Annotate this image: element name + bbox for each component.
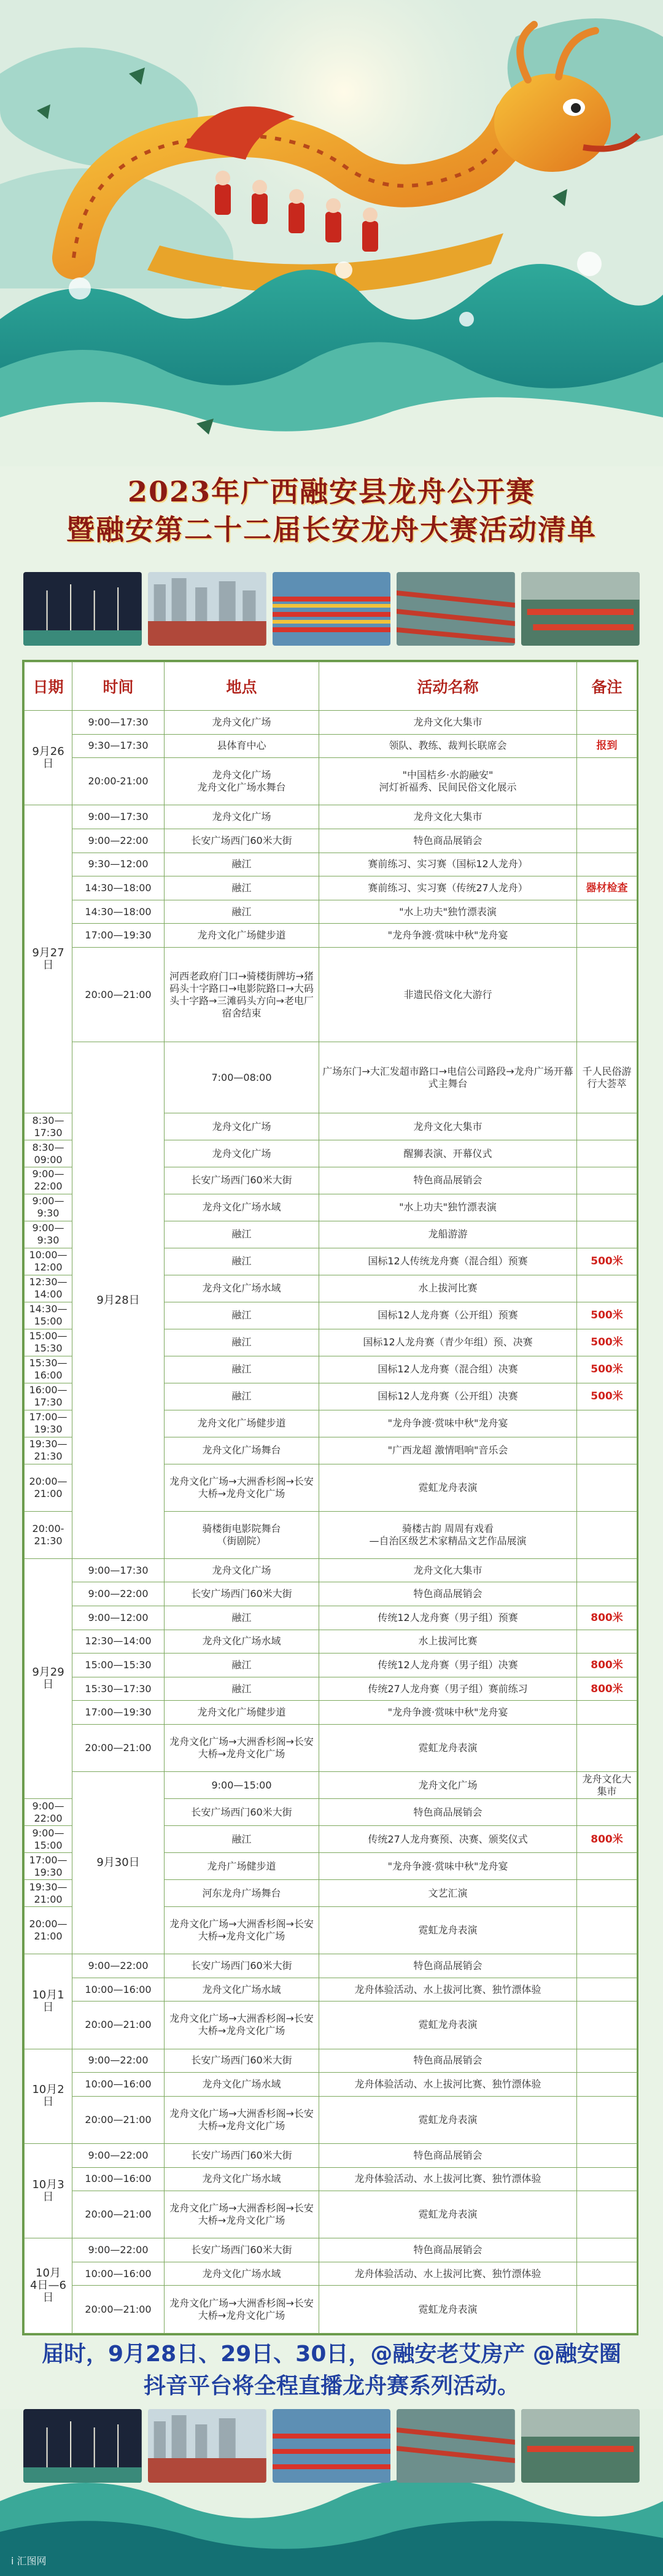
activity-cell: 特色商品展销会 — [319, 829, 577, 853]
table-row — [25, 924, 637, 948]
time-cell: 9:30—17:30 — [72, 734, 165, 758]
place-cell: 长安广场西门60米大街 — [165, 1954, 319, 1978]
title-line-2: 暨融安第二十二届长安龙舟大赛活动清单 — [66, 513, 597, 546]
note-cell — [577, 1906, 637, 1954]
place-cell: 融江 — [165, 1677, 319, 1701]
activity-cell: "龙舟争渡·赏味中秋"龙舟宴 — [319, 1410, 577, 1437]
place-cell: 龙舟文化广场 — [165, 1558, 319, 1582]
note-cell: 器材检查 — [577, 876, 637, 900]
place-cell: 长安广场西门60米大街 — [165, 2049, 319, 2073]
place-cell: 龙舟文化广场→大洲香杉阁→长安大桥→龙舟文化广场 — [165, 1906, 319, 1954]
note-cell: 800米 — [577, 1654, 637, 1677]
note-cell — [577, 1799, 637, 1826]
time-cell: 14:30—18:00 — [72, 900, 165, 924]
place-cell: 长安广场西门60米大街 — [165, 829, 319, 853]
table-row — [25, 2143, 637, 2167]
activity-cell: 非遗民俗文化大游行 — [319, 947, 577, 1042]
activity-cell: "水上功夫"独竹漂表演 — [319, 1194, 577, 1221]
place-cell: 龙舟文化广场水域 — [165, 2262, 319, 2286]
note-cell — [577, 1437, 637, 1464]
activity-cell: 传统27人龙舟赛预、决赛、颁奖仪式 — [319, 1826, 577, 1853]
place-cell: 龙舟文化广场→大洲香杉阁→长安大桥→龙舟文化广场 — [165, 2191, 319, 2238]
note-cell: 800米 — [577, 1826, 637, 1853]
title-line-1: 2023年广西融安县龙舟公开赛 — [127, 475, 536, 508]
note-cell — [577, 1140, 637, 1167]
place-cell: 龙舟文化广场水域 — [165, 1275, 319, 1302]
table-row — [25, 1701, 637, 1725]
place-cell: 河东龙舟广场舞台 — [165, 1880, 319, 1907]
activity-cell: 特色商品展销会 — [319, 2143, 577, 2167]
bottom-city-photo — [148, 2409, 266, 2483]
place-cell: 龙舟文化广场 — [319, 1772, 577, 1799]
activity-cell: 国标12人龙舟赛（青少年组）预、决赛 — [319, 1329, 577, 1356]
schedule-body — [25, 711, 637, 2334]
time-cell: 16:00—17:30 — [25, 1383, 72, 1410]
table-row — [25, 1772, 637, 1799]
note-cell: 800米 — [577, 1677, 637, 1701]
note-cell — [577, 1582, 637, 1606]
place-cell: 龙舟文化广场水域 — [165, 2167, 319, 2191]
time-cell: 9:00—22:00 — [72, 1582, 165, 1606]
table-row — [25, 2191, 637, 2238]
note-cell — [577, 2238, 637, 2262]
live-stream-notice — [0, 2338, 663, 2402]
time-cell: 9:00—22:00 — [25, 1799, 72, 1826]
place-cell: 龙舟文化广场健步道 — [165, 1701, 319, 1725]
activity-cell: 霓虹龙舟表演 — [319, 1464, 577, 1511]
table-row — [25, 1725, 637, 1772]
time-cell: 10:00—16:00 — [72, 2262, 165, 2286]
note-cell: 500米 — [577, 1329, 637, 1356]
activity-cell: 特色商品展销会 — [319, 1167, 577, 1194]
time-cell: 9:00—15:00 — [165, 1772, 319, 1799]
schedule-table — [24, 662, 637, 2334]
note-cell — [577, 1275, 637, 1302]
note-cell: 500米 — [577, 1356, 637, 1383]
time-cell: 20:00-21:00 — [72, 758, 165, 805]
activity-cell: 龙舟文化大集市 — [319, 1113, 577, 1140]
place-cell: 融江 — [165, 1606, 319, 1630]
activity-cell: "广西龙超 激情唱响"音乐会 — [319, 1437, 577, 1464]
note-cell — [577, 1221, 637, 1248]
activity-cell: 霓虹龙舟表演 — [319, 2002, 577, 2049]
header-place: 地点 — [165, 662, 319, 711]
activity-cell: 国标12人传统龙舟赛（混合组）预赛 — [319, 1248, 577, 1275]
place-cell: 龙舟文化广场→大洲香杉阁→长安大桥→龙舟文化广场 — [165, 2096, 319, 2143]
activity-cell: 领队、教练、裁判长联席会 — [319, 734, 577, 758]
note-cell — [577, 900, 637, 924]
activity-cell: 水上拔河比赛 — [319, 1630, 577, 1654]
place-cell: 融江 — [165, 1356, 319, 1383]
activity-cell: 霓虹龙舟表演 — [319, 1906, 577, 1954]
time-cell: 20:00—21:00 — [72, 2096, 165, 2143]
time-cell: 15:00—15:30 — [72, 1654, 165, 1677]
table-row — [25, 947, 637, 1042]
activity-cell: 龙舟体验活动、水上拔河比赛、独竹漂体验 — [319, 2167, 577, 2191]
activity-cell: 龙舟文化大集市 — [319, 805, 577, 829]
table-row — [25, 734, 637, 758]
fireworks-photo — [23, 572, 142, 646]
note-cell: 500米 — [577, 1248, 637, 1275]
table-row — [25, 853, 637, 876]
table-row — [25, 2073, 637, 2097]
note-cell — [577, 1853, 637, 1880]
activity-cell: 国标12人龙舟赛（公开组）预赛 — [319, 1302, 577, 1329]
time-cell: 9:00—9:30 — [25, 1194, 72, 1221]
activity-cell: 醒狮表演、开幕仪式 — [319, 1140, 577, 1167]
note-cell: 500米 — [577, 1383, 637, 1410]
activity-cell: 国标12人龙舟赛（混合组）决赛 — [319, 1356, 577, 1383]
place-cell: 长安广场西门60米大街 — [165, 1582, 319, 1606]
activity-cell: 龙舟文化大集市 — [319, 711, 577, 735]
header-note: 备注 — [577, 662, 637, 711]
time-cell: 9:30—12:00 — [72, 853, 165, 876]
note-cell — [577, 2167, 637, 2191]
place-cell: 龙舟文化广场→大洲香杉阁→长安大桥→龙舟文化广场 — [165, 1464, 319, 1511]
note-cell — [577, 1194, 637, 1221]
note-cell — [577, 1701, 637, 1725]
boats-photo — [273, 572, 391, 646]
table-row — [25, 805, 637, 829]
time-cell: 9:00—17:30 — [72, 711, 165, 735]
note-cell — [577, 1511, 637, 1558]
place-cell: 融江 — [165, 1302, 319, 1329]
table-row — [25, 876, 637, 900]
place-cell: 龙舟文化广场健步道 — [165, 924, 319, 948]
time-cell: 10:00—16:00 — [72, 2167, 165, 2191]
table-row — [25, 1978, 637, 2002]
activity-cell: 龙舟体验活动、水上拔河比赛、独竹漂体验 — [319, 2262, 577, 2286]
table-row — [25, 1606, 637, 1630]
place-cell: 河西老政府门口→骑楼街牌坊→猪码头十字路口→电影院路口→大码头十字路→三滩码头方向→老电厂宿舍结束 — [165, 947, 319, 1042]
activity-cell: 传统27人龙舟赛（男子组）赛前练习 — [319, 1677, 577, 1701]
time-cell: 17:00—19:30 — [72, 1701, 165, 1725]
place-cell: 长安广场西门60米大街 — [165, 1167, 319, 1194]
place-cell: 龙舟文化广场水域 — [165, 1978, 319, 2002]
activity-cell: 水上拔河比赛 — [319, 1275, 577, 1302]
place-cell: 龙舟文化广场 — [165, 711, 319, 735]
time-cell: 20:00—21:00 — [72, 2191, 165, 2238]
activity-cell: "龙舟争渡·赏味中秋"龙舟宴 — [319, 1701, 577, 1725]
date-cell: 9月26日 — [25, 711, 72, 805]
date-cell: 10月2日 — [25, 2049, 72, 2143]
note-cell — [577, 711, 637, 735]
note-cell — [577, 1630, 637, 1654]
note-cell — [577, 2049, 637, 2073]
place-cell: 融江 — [165, 900, 319, 924]
activity-cell: 国标12人龙舟赛（公开组）决赛 — [319, 1383, 577, 1410]
date-cell: 10月 4日—6日 — [25, 2238, 72, 2334]
note-cell — [577, 1113, 637, 1140]
place-cell: 龙舟文化广场 龙舟文化广场水舞台 — [165, 758, 319, 805]
time-cell: 15:30—16:00 — [25, 1356, 72, 1383]
place-cell: 县体育中心 — [165, 734, 319, 758]
note-cell — [577, 2286, 637, 2334]
time-cell: 12:30—14:00 — [25, 1275, 72, 1302]
table-row — [25, 2002, 637, 2049]
activity-cell: 特色商品展销会 — [319, 2238, 577, 2262]
place-cell: 龙舟文化广场→大洲香杉阁→长安大桥→龙舟文化广场 — [165, 1725, 319, 1772]
time-cell: 10:00—16:00 — [72, 2073, 165, 2097]
time-cell: 14:30—18:00 — [72, 876, 165, 900]
event-title — [0, 473, 663, 549]
time-cell: 20:00—21:00 — [25, 1464, 72, 1511]
activity-cell: "水上功夫"独竹漂表演 — [319, 900, 577, 924]
place-cell: 骑楼街电影院舞台 （街剧院） — [165, 1511, 319, 1558]
time-cell: 8:30—09:00 — [25, 1140, 72, 1167]
note-cell: 500米 — [577, 1302, 637, 1329]
table-row — [25, 829, 637, 853]
top-photo-strip — [23, 572, 640, 646]
place-cell: 龙舟文化广场舞台 — [165, 1437, 319, 1464]
table-row — [25, 1677, 637, 1701]
time-cell: 20:00—21:00 — [72, 1725, 165, 1772]
time-cell: 20:00—21:00 — [25, 1906, 72, 1954]
note-cell — [577, 805, 637, 829]
date-cell: 9月29日 — [25, 1558, 72, 1798]
note-cell — [577, 2262, 637, 2286]
notice-line-1: 届时，9月28日、29日、30日，@融安老艾房产 @融安圈 — [42, 2342, 621, 2367]
place-cell: 长安广场西门60米大街 — [165, 2238, 319, 2262]
header-date: 日期 — [25, 662, 72, 711]
table-row — [25, 1630, 637, 1654]
activity-cell: 赛前练习、实习赛（国标12人龙舟） — [319, 853, 577, 876]
table-row — [25, 758, 637, 805]
activity-cell: 千人民俗游行大荟萃 — [577, 1042, 637, 1113]
bottom-decoration — [0, 2409, 663, 2576]
note-cell — [577, 1464, 637, 1511]
time-cell: 9:00—22:00 — [72, 829, 165, 853]
time-cell: 19:30—21:30 — [25, 1437, 72, 1464]
time-cell: 20:00—21:00 — [72, 2002, 165, 2049]
bottom-race-photo — [397, 2409, 515, 2483]
time-cell: 17:00—19:30 — [25, 1410, 72, 1437]
table-row — [25, 2262, 637, 2286]
date-cell: 9月27日 — [25, 805, 72, 1113]
note-cell — [577, 1880, 637, 1907]
place-cell: 融江 — [165, 876, 319, 900]
place-cell: 龙舟文化广场→大洲香杉阁→长安大桥→龙舟文化广场 — [165, 2286, 319, 2334]
time-cell: 14:30—15:00 — [25, 1302, 72, 1329]
time-cell: 9:00—22:00 — [72, 2143, 165, 2167]
activity-cell: "龙舟争渡·赏味中秋"龙舟宴 — [319, 924, 577, 948]
place-cell: 龙舟文化广场水域 — [165, 2073, 319, 2097]
time-cell: 17:00—19:30 — [72, 924, 165, 948]
place-cell: 融江 — [165, 1248, 319, 1275]
bottom-fireworks-photo — [23, 2409, 142, 2483]
date-cell: 9月30日 — [72, 1772, 165, 1954]
time-cell: 9:00—17:30 — [72, 1558, 165, 1582]
time-cell: 20:00—21:00 — [72, 947, 165, 1042]
table-row — [25, 711, 637, 735]
activity-cell: 龙船游游 — [319, 1221, 577, 1248]
table-row — [25, 1954, 637, 1978]
table-row — [25, 2096, 637, 2143]
note-cell — [577, 1410, 637, 1437]
time-cell: 9:00—12:00 — [72, 1606, 165, 1630]
time-cell: 9:00—22:00 — [72, 2238, 165, 2262]
activity-cell: "中国桔乡·水韵融安" 河灯祈福秀、民间民俗文化展示 — [319, 758, 577, 805]
note-cell — [577, 924, 637, 948]
time-cell: 9:00—17:30 — [72, 805, 165, 829]
note-cell — [577, 2143, 637, 2167]
time-cell: 19:30—21:00 — [25, 1880, 72, 1907]
time-cell: 20:00-21:30 — [25, 1511, 72, 1558]
note-cell — [577, 947, 637, 1042]
place-cell: 龙舟文化广场 — [165, 1113, 319, 1140]
time-cell: 8:30—17:30 — [25, 1113, 72, 1140]
crowd-photo — [521, 572, 640, 646]
place-cell: 龙舟文化广场水域 — [165, 1194, 319, 1221]
time-cell: 7:00—08:00 — [165, 1042, 319, 1113]
place-cell: 长安广场西门60米大街 — [165, 1799, 319, 1826]
place-cell: 长安广场西门60米大街 — [165, 2143, 319, 2167]
place-cell: 融江 — [165, 1329, 319, 1356]
time-cell: 10:00—16:00 — [72, 1978, 165, 2002]
time-cell: 15:30—17:30 — [72, 1677, 165, 1701]
time-cell: 15:00—15:30 — [25, 1329, 72, 1356]
note-cell — [577, 1978, 637, 2002]
table-row — [25, 2049, 637, 2073]
place-cell: 龙舟文化广场→大洲香杉阁→长安大桥→龙舟文化广场 — [165, 2002, 319, 2049]
schedule-table-container — [22, 660, 638, 2335]
watermark: i 汇图网 — [11, 2555, 47, 2567]
note-cell — [577, 853, 637, 876]
place-cell: 龙舟文化广场水域 — [165, 1630, 319, 1654]
table-row — [25, 1654, 637, 1677]
activity-cell: 龙舟文化大集市 — [577, 1772, 637, 1799]
time-cell: 9:00—15:00 — [25, 1826, 72, 1853]
note-cell: 报到 — [577, 734, 637, 758]
activity-cell: 特色商品展销会 — [319, 1799, 577, 1826]
table-header-row — [25, 662, 637, 711]
note-cell — [577, 1954, 637, 1978]
table-row — [25, 2238, 637, 2262]
place-cell: 融江 — [165, 1383, 319, 1410]
time-cell: 12:30—14:00 — [72, 1630, 165, 1654]
table-row — [25, 1558, 637, 1582]
activity-cell: 特色商品展销会 — [319, 1954, 577, 1978]
bottom-photo-strip — [23, 2409, 640, 2483]
date-cell: 10月3日 — [25, 2143, 72, 2238]
activity-cell: 特色商品展销会 — [319, 2049, 577, 2073]
place-cell: 融江 — [165, 1826, 319, 1853]
header-time: 时间 — [72, 662, 165, 711]
place-cell: 广场东门→大汇发超市路口→电信公司路段→龙舟广场开幕式主舞台 — [319, 1042, 577, 1113]
date-cell: 9月28日 — [72, 1042, 165, 1559]
activity-cell: 龙舟体验活动、水上拔河比赛、独竹漂体验 — [319, 2073, 577, 2097]
activity-cell: 霓虹龙舟表演 — [319, 2096, 577, 2143]
note-cell — [577, 2073, 637, 2097]
place-cell: 融江 — [165, 1654, 319, 1677]
note-cell — [577, 1167, 637, 1194]
activity-cell: 龙舟文化大集市 — [319, 1558, 577, 1582]
activity-cell: 霓虹龙舟表演 — [319, 2286, 577, 2334]
dragon-boat-artwork — [0, 0, 663, 466]
note-cell — [577, 758, 637, 805]
time-cell: 9:00—22:00 — [72, 1954, 165, 1978]
table-row — [25, 1582, 637, 1606]
time-cell: 20:00—21:00 — [72, 2286, 165, 2334]
activity-cell: 传统12人龙舟赛（男子组）预赛 — [319, 1606, 577, 1630]
bottom-boats-photo — [273, 2409, 391, 2483]
activity-cell: 特色商品展销会 — [319, 1582, 577, 1606]
city-river-photo — [148, 572, 266, 646]
place-cell: 龙舟文化广场 — [165, 805, 319, 829]
table-row — [25, 1042, 637, 1113]
place-cell: 龙舟文化广场 — [165, 1140, 319, 1167]
activity-cell: 骑楼古韵 周周有戏看 —自治区级艺术家精品文艺作品展演 — [319, 1511, 577, 1558]
note-cell — [577, 2002, 637, 2049]
activity-cell: 传统12人龙舟赛（男子组）决赛 — [319, 1654, 577, 1677]
hero-illustration — [0, 0, 663, 466]
table-row — [25, 2167, 637, 2191]
note-cell: 800米 — [577, 1606, 637, 1630]
date-cell: 10月1日 — [25, 1954, 72, 2049]
place-cell: 龙舟文化广场健步道 — [165, 1410, 319, 1437]
table-row — [25, 900, 637, 924]
activity-cell: 文艺汇演 — [319, 1880, 577, 1907]
note-cell — [577, 1725, 637, 1772]
time-cell: 10:00—12:00 — [25, 1248, 72, 1275]
note-cell — [577, 829, 637, 853]
activity-cell: 赛前练习、实习赛（传统27人龙舟） — [319, 876, 577, 900]
notice-line-2: 抖音平台将全程直播龙舟赛系列活动。 — [143, 2373, 519, 2399]
note-cell — [577, 2096, 637, 2143]
time-cell: 9:00—9:30 — [25, 1221, 72, 1248]
bottom-crowd-photo — [521, 2409, 640, 2483]
place-cell: 融江 — [165, 853, 319, 876]
activity-cell: 霓虹龙舟表演 — [319, 2191, 577, 2238]
note-cell — [577, 2191, 637, 2238]
race-photo — [397, 572, 515, 646]
header-activity: 活动名称 — [319, 662, 577, 711]
time-cell: 9:00—22:00 — [72, 2049, 165, 2073]
activity-cell: 霓虹龙舟表演 — [319, 1725, 577, 1772]
table-row — [25, 2286, 637, 2334]
note-cell — [577, 1558, 637, 1582]
activity-cell: 龙舟体验活动、水上拔河比赛、独竹漂体验 — [319, 1978, 577, 2002]
time-cell: 17:00—19:30 — [25, 1853, 72, 1880]
place-cell: 龙舟广场健步道 — [165, 1853, 319, 1880]
time-cell: 9:00—22:00 — [25, 1167, 72, 1194]
place-cell: 融江 — [165, 1221, 319, 1248]
activity-cell: "龙舟争渡·赏味中秋"龙舟宴 — [319, 1853, 577, 1880]
